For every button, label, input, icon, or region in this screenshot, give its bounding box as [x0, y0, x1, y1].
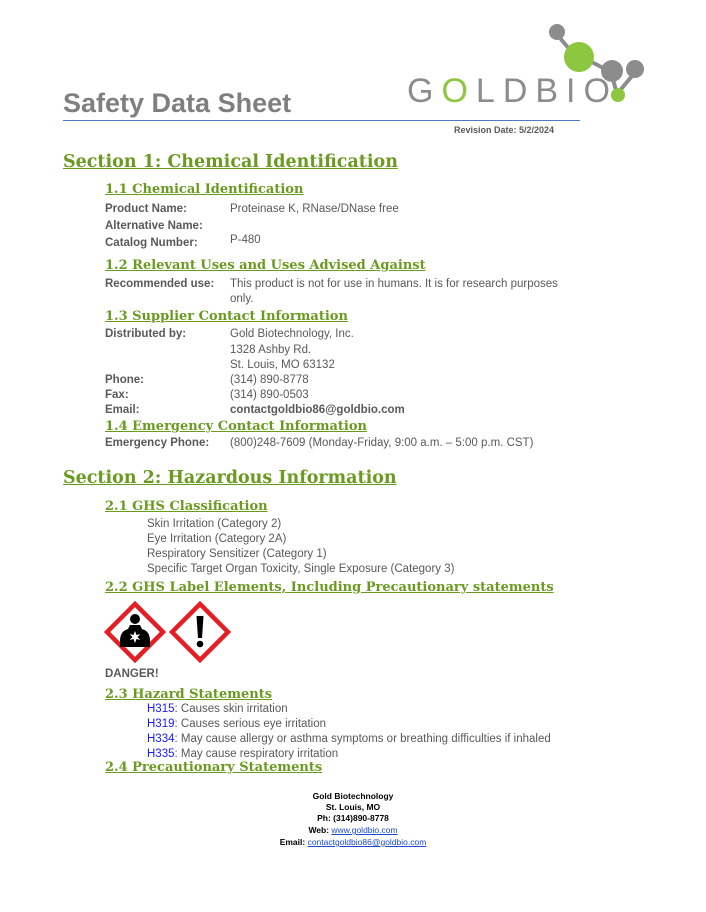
- subsection-1-2-heading: 1.2 Relevant Uses and Uses Advised Against: [105, 258, 426, 273]
- subsection-2-4-heading: 2.4 Precautionary Statements: [105, 760, 323, 775]
- goldbio-logo: [405, 20, 650, 110]
- subsection-1-3-heading: 1.3 Supplier Contact Information: [105, 309, 348, 324]
- catalog-number-label: Catalog Number:: [105, 237, 198, 249]
- recommended-use-line-1: This product is not for use in humans. It is for research purposes: [230, 278, 558, 290]
- distributor-city: St. Louis, MO 63132: [230, 359, 335, 371]
- hazard-text: : May cause respiratory irritation: [174, 748, 339, 760]
- subsection-1-4-heading: 1.4 Emergency Contact Information: [105, 419, 367, 434]
- subsection-1-1-heading: 1.1 Chemical Identification: [105, 182, 304, 197]
- subsection-2-3-heading: 2.3 Hazard Statements: [105, 687, 273, 702]
- svg-text:GOLDBIO: GOLDBIO: [407, 72, 618, 110]
- phone-label: Phone:: [105, 374, 144, 386]
- ghs-class-item: Specific Target Organ Toxicity, Single Exposure (Category 3): [147, 563, 455, 575]
- ghs-class-item: Skin Irritation (Category 2): [147, 518, 282, 530]
- catalog-number-value: P-480: [230, 234, 261, 246]
- footer-email: [0, 837, 706, 848]
- subsection-2-1-heading: 2.1 GHS Classification: [105, 499, 268, 514]
- section-1-heading: Section 1: Chemical Identification: [63, 152, 398, 172]
- phone-value: (314) 890-8778: [230, 374, 309, 386]
- footer-web: [0, 825, 706, 836]
- header-rule: [63, 120, 580, 121]
- signal-word: DANGER!: [105, 668, 159, 680]
- email-value: contactgoldbio86@goldbio.com: [230, 404, 405, 416]
- footer-phone: Ph: (314)890-8778: [317, 813, 389, 823]
- ghs-class-item: Eye Irritation (Category 2A): [147, 533, 287, 545]
- fax-label: Fax:: [105, 389, 129, 401]
- section-2-heading: Section 2: Hazardous Information: [63, 468, 397, 488]
- emergency-phone-value: (800)248-7609 (Monday-Friday, 9:00 a.m. – 5:00 p.m. CST): [230, 437, 534, 449]
- fax-value: (314) 890-0503: [230, 389, 309, 401]
- hazard-code: H319: [147, 718, 175, 730]
- footer-web-link[interactable]: www.goldbio.com: [331, 825, 398, 835]
- hazard-code: H334: [147, 733, 175, 745]
- emergency-phone-label: Emergency Phone:: [105, 437, 210, 449]
- product-name-value: Proteinase K, RNase/DNase free: [230, 203, 399, 215]
- hazard-statement: [147, 732, 551, 746]
- hazard-statement: [147, 702, 288, 716]
- email-label: Email:: [105, 404, 140, 416]
- hazard-statement: [147, 747, 338, 761]
- hazard-text: : Causes serious eye irritation: [174, 718, 326, 730]
- subsection-2-2-heading: 2.2 GHS Label Elements, Including Precautionary statements: [105, 580, 554, 595]
- document-title: Safety Data Sheet: [63, 88, 292, 118]
- product-name-label: Product Name:: [105, 203, 187, 215]
- revision-date: Revision Date: 5/2/2024: [454, 125, 555, 135]
- distributor-name: Gold Biotechnology, Inc.: [230, 328, 354, 340]
- footer-company: Gold Biotechnology: [312, 791, 394, 801]
- hazard-text: : Causes skin irritation: [174, 703, 288, 715]
- ghs-class-item: Respiratory Sensitizer (Category 1): [147, 548, 327, 560]
- exclamation-mark-icon: [169, 601, 231, 663]
- footer-email-label: Email:: [279, 837, 308, 847]
- hazard-statement: [147, 717, 326, 731]
- footer-city: St. Louis, MO: [325, 802, 381, 812]
- distributor-street: 1328 Ashby Rd.: [230, 344, 312, 356]
- hazard-code: H315: [147, 703, 175, 715]
- hazard-text: : May cause allergy or asthma symptoms or breathing difficulties if inhaled: [174, 733, 551, 745]
- recommended-use-label: Recommended use:: [105, 278, 215, 290]
- footer-email-link[interactable]: contactgoldbio86@goldbio.com: [307, 837, 427, 847]
- recommended-use-line-2: only.: [230, 293, 254, 305]
- distributed-by-label: Distributed by:: [105, 328, 187, 340]
- footer-web-label: Web:: [308, 825, 332, 835]
- health-hazard-icon: [104, 601, 166, 663]
- alternative-name-label: Alternative Name:: [105, 220, 203, 232]
- hazard-code: H335: [147, 748, 175, 760]
